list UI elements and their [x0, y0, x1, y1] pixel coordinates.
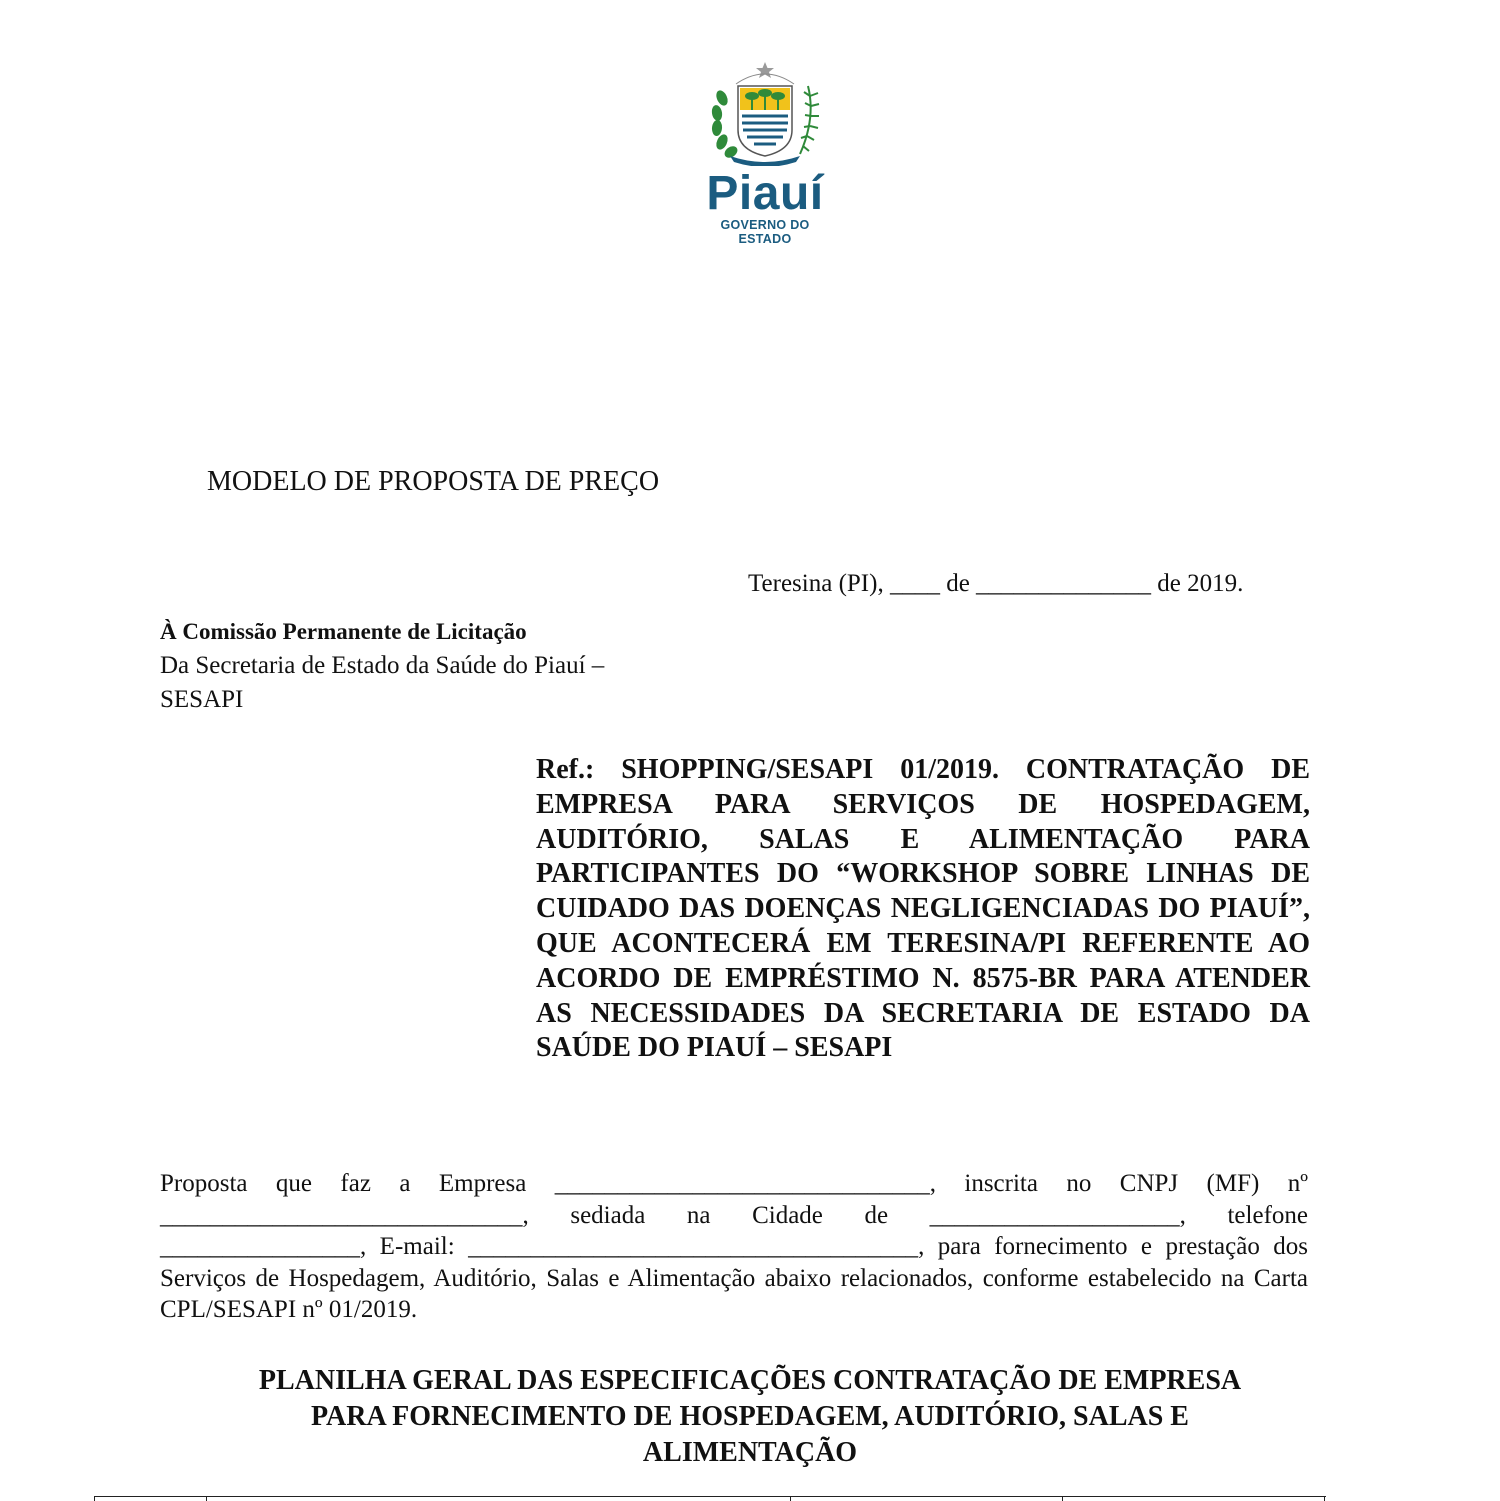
- table-column-divider: [94, 1497, 95, 1501]
- addressee-acronym: SESAPI: [160, 686, 244, 713]
- table-top-border: [94, 1496, 1326, 1501]
- state-coat-of-arms-icon: [700, 58, 830, 166]
- table-column-divider: [790, 1497, 791, 1501]
- addressee-secretariat: Da Secretaria de Estado da Saúde do Piauí –: [160, 652, 605, 679]
- addressee-block: [160, 615, 604, 717]
- table-title-line: PLANILHA GERAL DAS ESPECIFICAÇÕES CONTRATAÇÃO DE EMPRESA: [258, 1365, 1242, 1396]
- table-column-divider: [1062, 1497, 1063, 1501]
- logo-subtitle: GOVERNO DO ESTADO: [720, 218, 810, 246]
- logo-name: Piauí: [706, 167, 824, 220]
- table-title-line: PARA FORNECIMENTO DE HOSPEDAGEM, AUDITÓRIO, SALAS E: [311, 1401, 1189, 1432]
- reference-paragraph: Ref.: SHOPPING/SESAPI 01/2019. CONTRATAÇÃO DE EMPRESA PARA SERVIÇOS DE HOSPEDAGEM, AUDITÓRIO, SALAS E ALIMENTAÇÃO PARA PARTICIPANTES DO “WORKSHOP SOBRE LINHAS DE CUIDADO DAS DOENÇAS NEGLIGENCIADAS DO PIAUÍ”, QUE ACONTECERÁ EM TERESINA/PI REFERENTE AO ACORDO DE EMPRÉSTIMO N. 8575-BR PARA ATENDER AS NECESSIDADES DA SECRETARIA DE ESTADO DA SAÚDE DO PIAUÍ – SESAPI: [536, 754, 1310, 1064]
- document-title: MODELO DE PROPOSTA DE PREÇO: [207, 466, 660, 497]
- date-line: Teresina (PI), ____ de ______________ de 2019.: [748, 570, 1244, 597]
- table-column-divider: [1324, 1497, 1325, 1501]
- table-title-line: ALIMENTAÇÃO: [642, 1437, 858, 1468]
- table-title: [160, 1363, 1340, 1471]
- piaui-government-logo: [700, 58, 830, 246]
- table-column-divider: [206, 1497, 207, 1501]
- addressee-commission: À Comissão Permanente de Licitação: [160, 619, 527, 644]
- proposal-paragraph: Proposta que faz a Empresa ______________________________, inscrita no CNPJ (MF) nº _____________________________, sediada na Cidade de ____________________, telefone ________________, E-mail: ____________________________________, para fornecimento e prestação dos Serviços de Hospedagem, Auditório, Salas e Alimentação abaixo relacionados, conforme estabelecido na Carta CPL/SESAPI nº 01/2019.: [160, 1170, 1308, 1323]
